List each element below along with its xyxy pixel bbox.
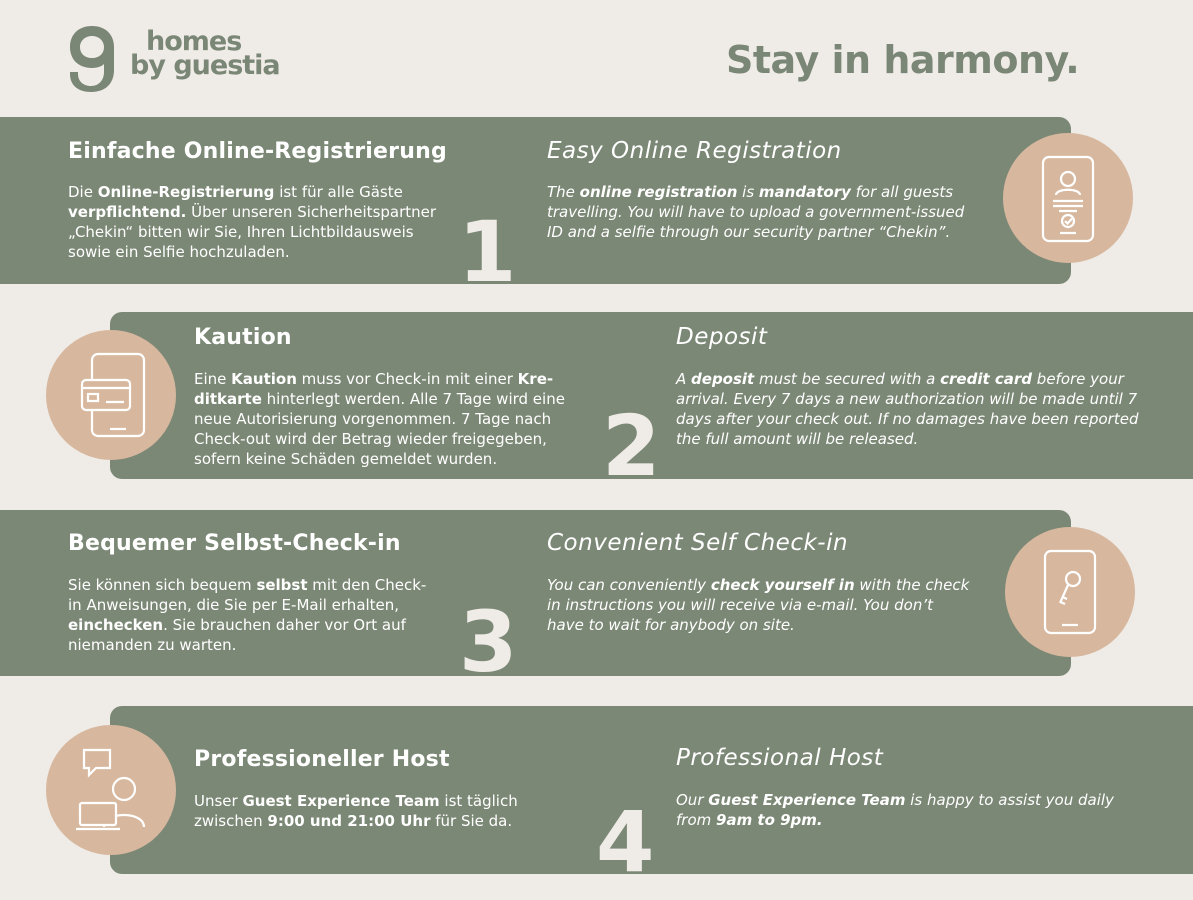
section-3-de-text — [68, 575, 428, 655]
brand-wordmark — [130, 26, 280, 81]
brand-logo-icon — [66, 22, 118, 94]
brand-line-2: by guestia — [130, 50, 280, 81]
body-text: Unser — [194, 792, 243, 810]
section-2-de-text — [194, 369, 586, 469]
section-2-en-title: Deposit — [676, 324, 768, 350]
body-text: muss vor Check-in mit einer — [296, 370, 518, 388]
body-text: hinterlegt werden. Alle 7 Tage wird eine neue Autorisierung vorgenommen. 7 Tage nach Check-out wird der Betrag wieder freigegeben, sofern keine Schäden gemeldet wurden. — [194, 390, 565, 468]
section-1-de-text — [68, 182, 444, 262]
emphasis-text: Kaution — [231, 370, 297, 388]
emphasis-text: credit card — [940, 370, 1033, 388]
body-text: The — [547, 183, 580, 201]
section-1-en-text — [547, 182, 973, 242]
section-4-de-text — [194, 791, 586, 831]
section-2-de-title: Kaution — [194, 325, 292, 350]
emphasis-text: verpflichtend. — [68, 203, 187, 221]
body-text: ist täglich zwischen — [194, 792, 518, 830]
section-3-icon-circle — [1005, 527, 1135, 657]
emphasis-text: Online-Registrierung — [97, 183, 275, 201]
section-1-en-title: Easy Online Registration — [547, 138, 842, 164]
section-3-en-title: Convenient Self Check-in — [547, 530, 849, 556]
section-3-de-title: Bequemer Selbst-Check-in — [68, 531, 401, 556]
emphasis-text: 9:00 und 21:00 Uhr — [267, 812, 431, 830]
section-1-number: 1 — [458, 203, 517, 301]
section-3-number: 3 — [459, 593, 518, 691]
emphasis-text: Guest Experience Team — [242, 792, 440, 810]
body-text: must be secured with a — [754, 370, 941, 388]
body-text: Über unseren Sicherheitspartner „Chekin“ bitten wir Sie, Ihren Lichtbildausweis sowie ein Selfie hochzuladen. — [68, 203, 437, 261]
section-2-number: 2 — [602, 397, 661, 495]
section-4-en-title: Professional Host — [676, 745, 884, 771]
section-4-number: 4 — [596, 793, 655, 891]
body-text: is — [737, 183, 759, 201]
body-text: You can conveniently — [547, 576, 711, 594]
phone-key-icon — [1005, 527, 1135, 657]
body-text: . Sie brauchen daher vor Ort auf niemanden zu warten. — [68, 616, 406, 654]
body-text: mit den Check-in Anweisungen, die Sie per E-Mail erhalten, — [68, 576, 427, 614]
section-2-icon-circle — [46, 330, 176, 460]
emphasis-text: online registration — [579, 183, 738, 201]
emphasis-text: Kreditkarte — [194, 370, 554, 408]
section-1-icon-circle — [1003, 133, 1133, 263]
emphasis-text: deposit — [691, 370, 755, 388]
body-text: before your arrival. Every 7 days a new authorization will be made until 7 days after your check out. If no damages have been reported the full amount will be released. — [676, 370, 1139, 448]
body-text: ist für alle Gäste — [274, 183, 403, 201]
section-2-en-text — [676, 369, 1160, 449]
body-text: Sie können sich bequem — [68, 576, 257, 594]
phone-credit-card-icon — [46, 330, 176, 460]
body-text: A — [676, 370, 692, 388]
section-4-de-title: Professioneller Host — [194, 747, 450, 772]
emphasis-text: check yourself in — [710, 576, 855, 594]
body-text: is happy to assist you daily from — [676, 791, 1114, 829]
section-1-de-title: Einfache Online-Registrierung — [68, 139, 447, 164]
body-text: Eine — [194, 370, 232, 388]
body-text: für Sie da. — [430, 812, 513, 830]
body-text: Our — [676, 791, 709, 809]
tagline: Stay in harmony. — [726, 38, 1080, 82]
body-text: Die — [68, 183, 98, 201]
body-text: with the check in instructions you will receive via e-mail. You don’t have to wait for anybody on site. — [547, 576, 970, 634]
section-3-en-text — [547, 575, 973, 635]
emphasis-text: selbst — [256, 576, 308, 594]
brand-line-1: homes — [146, 26, 242, 57]
emphasis-text: einchecken — [68, 616, 164, 634]
emphasis-text: 9am to 9pm. — [716, 811, 823, 829]
section-4-icon-circle — [46, 725, 176, 855]
emphasis-text: Guest Experience Team — [708, 791, 906, 809]
body-text: for all guests travelling. You will have to upload a government-issued ID and a selfie through our security partner “Chekin”. — [547, 183, 965, 241]
phone-id-check-icon — [1003, 133, 1133, 263]
section-4-en-text — [676, 790, 1146, 830]
host-laptop-chat-icon — [46, 725, 176, 855]
emphasis-text: mandatory — [758, 183, 851, 201]
